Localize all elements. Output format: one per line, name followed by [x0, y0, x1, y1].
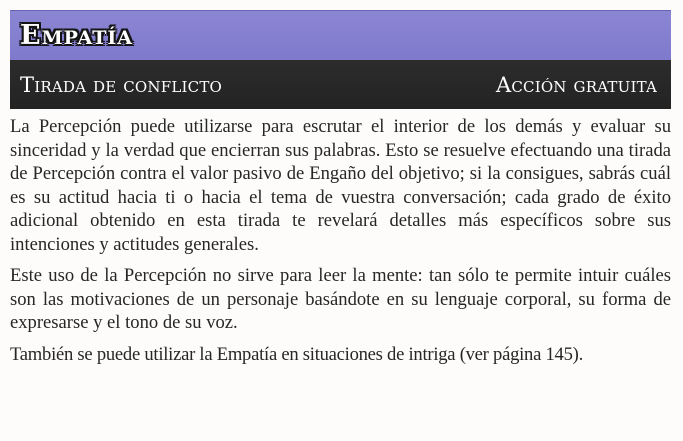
paragraph-3: También se puede utilizar la Empatía en situaciones de intriga (ver página 145).: [10, 343, 583, 365]
action-type-label: Acción gratuita: [495, 73, 657, 97]
body-text: [10, 115, 671, 374]
roll-type-label: Tirada de conflicto: [20, 73, 223, 97]
title-banner: [10, 10, 671, 61]
paragraph-2: Este uso de la Percepción no sirve para leer la mente: tan sólo te permite intuir cuáles son las motivaciones de un personaje basándote en su lenguaje corporal, su forma de expresarse y el tono de su voz.: [10, 265, 671, 333]
sub-banner: [10, 60, 671, 109]
paragraph-1: La Percepción puede utilizarse para escrutar el interior de los demás y evaluar su sinceridad y la verdad que encierran sus palabras. Esto se resuelve efectuando una tirada de Percepción contra el valor pasivo de Engaño del objetivo; si la consigues, sabrás cuál es su actitud hacia ti o hacia el tema de vuestra conversación; cada grado de éxito adicional obtenido en esta tirada te revelará detalles más específicos sobre sus intenciones y actitudes generales.: [10, 116, 671, 255]
section-title: Empatía: [20, 20, 133, 51]
